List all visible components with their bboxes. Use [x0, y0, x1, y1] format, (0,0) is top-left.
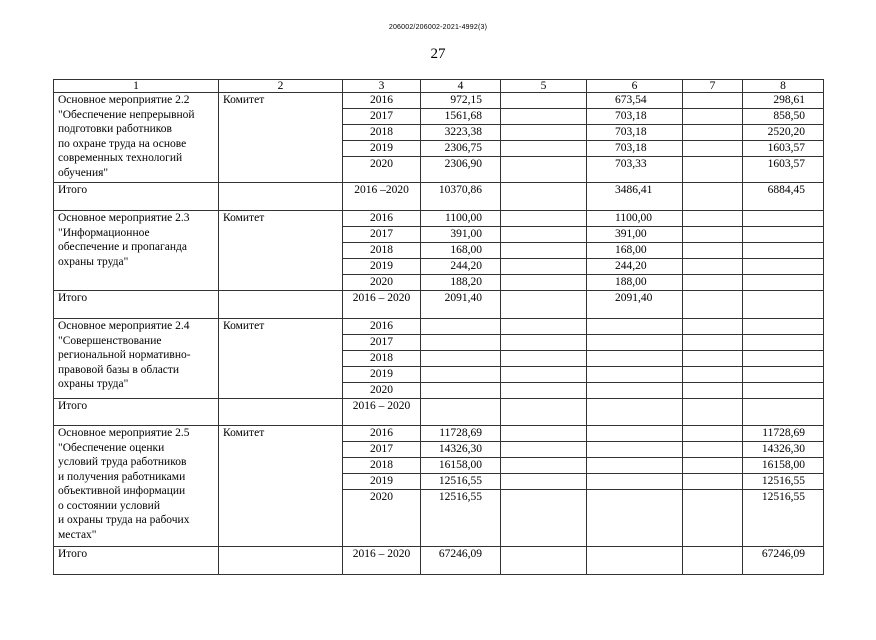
amount-cell — [587, 351, 683, 367]
amount-cell — [501, 259, 587, 275]
total-amount-cell — [743, 291, 824, 319]
amount-cell — [743, 259, 824, 275]
amount-cell — [501, 227, 587, 243]
activity-name-line: Основное мероприятие 2.5 — [58, 427, 190, 439]
activity-name-line: условий труда работников — [58, 456, 187, 468]
activity-name-cell — [54, 211, 219, 291]
total-label-cell: Итого — [54, 291, 219, 319]
amount-cell — [501, 383, 587, 399]
column-header: 6 — [587, 80, 683, 93]
amount-cell: 1100,00 — [421, 211, 501, 227]
activity-name-cell — [54, 426, 219, 547]
amount-cell: 298,61 — [743, 93, 824, 109]
year-cell: 2018 — [343, 243, 421, 259]
activity-name-cell — [54, 93, 219, 183]
total-amount-cell: 2091,40 — [587, 291, 683, 319]
amount-cell: 2306,90 — [421, 157, 501, 183]
amount-cell: 703,33 — [587, 157, 683, 183]
amount-cell — [587, 426, 683, 442]
period-cell: 2016 – 2020 — [343, 291, 421, 319]
total-amount-cell — [501, 399, 587, 426]
year-cell: 2017 — [343, 335, 421, 351]
total-amount-cell — [587, 399, 683, 426]
column-number-header-row — [54, 80, 824, 93]
total-label-cell: Итого — [54, 399, 219, 426]
total-amount-cell — [421, 399, 501, 426]
amount-cell — [683, 351, 743, 367]
activity-name-line: обеспечение и пропаганда — [58, 241, 187, 253]
amount-cell — [501, 367, 587, 383]
amount-cell — [743, 275, 824, 291]
amount-cell — [501, 141, 587, 157]
amount-cell — [501, 335, 587, 351]
activity-name-line: охраны труда" — [58, 378, 129, 390]
amount-cell: 1603,57 — [743, 157, 824, 183]
column-header: 7 — [683, 80, 743, 93]
year-cell: 2018 — [343, 125, 421, 141]
amount-cell: 2520,20 — [743, 125, 824, 141]
amount-cell — [501, 351, 587, 367]
amount-cell: 673,54 — [587, 93, 683, 109]
amount-cell: 2306,75 — [421, 141, 501, 157]
amount-cell: 391,00 — [587, 227, 683, 243]
activity-name-line: и получения работниками — [58, 470, 186, 483]
year-cell: 2016 — [343, 93, 421, 109]
amount-cell — [683, 367, 743, 383]
amount-cell: 244,20 — [421, 259, 501, 275]
amount-cell — [683, 157, 743, 183]
amount-cell: 703,18 — [587, 109, 683, 125]
amount-cell: 1561,68 — [421, 109, 501, 125]
year-cell: 2017 — [343, 227, 421, 243]
year-cell: 2016 — [343, 211, 421, 227]
amount-cell — [501, 458, 587, 474]
total-amount-cell — [587, 547, 683, 575]
amount-cell: 1603,57 — [743, 141, 824, 157]
amount-cell: 3223,38 — [421, 125, 501, 141]
year-cell: 2017 — [343, 109, 421, 125]
total-row — [54, 547, 824, 575]
page-number: 27 — [430, 46, 446, 62]
period-cell: 2016 – 2020 — [343, 547, 421, 575]
amount-cell — [683, 125, 743, 141]
amount-cell: 703,18 — [587, 141, 683, 157]
amount-cell — [743, 319, 824, 335]
total-amount-cell: 3486,41 — [587, 183, 683, 211]
column-header: 3 — [343, 80, 421, 93]
amount-cell — [587, 383, 683, 399]
amount-cell — [743, 227, 824, 243]
amount-cell — [421, 351, 501, 367]
empty-cell — [219, 399, 343, 426]
amount-cell — [501, 109, 587, 125]
table-row — [54, 426, 824, 442]
amount-cell — [683, 490, 743, 547]
year-cell: 2017 — [343, 442, 421, 458]
amount-cell — [683, 383, 743, 399]
total-row — [54, 291, 824, 319]
activity-name-line: региональной нормативно- — [58, 349, 191, 361]
activity-name-line: объективной информации — [58, 485, 186, 497]
amount-cell — [501, 125, 587, 141]
year-cell: 2016 — [343, 319, 421, 335]
amount-cell: 11728,69 — [421, 426, 501, 442]
amount-cell: 16158,00 — [743, 458, 824, 474]
period-cell: 2016 – 2020 — [343, 399, 421, 426]
column-header: 2 — [219, 80, 343, 93]
total-amount-cell: 10370,86 — [421, 183, 501, 211]
amount-cell — [501, 275, 587, 291]
amount-cell: 168,00 — [421, 243, 501, 259]
column-header: 4 — [421, 80, 501, 93]
amount-cell: 12516,55 — [421, 474, 501, 490]
activity-name-line: "Информационное — [58, 226, 150, 239]
amount-cell — [683, 141, 743, 157]
year-cell: 2018 — [343, 351, 421, 367]
total-amount-cell — [501, 291, 587, 319]
amount-cell — [501, 157, 587, 183]
amount-cell — [587, 474, 683, 490]
amount-cell: 14326,30 — [743, 442, 824, 458]
amount-cell — [587, 458, 683, 474]
document-id: 206002/206002-2021-4992(3) — [388, 24, 488, 31]
activity-name-line: правовой базы в области — [58, 363, 180, 376]
total-row — [54, 399, 824, 426]
amount-cell — [421, 367, 501, 383]
period-cell: 2016 –2020 — [343, 183, 421, 211]
amount-cell: 188,20 — [421, 275, 501, 291]
table-row — [54, 93, 824, 109]
year-cell: 2020 — [343, 490, 421, 547]
amount-cell — [421, 335, 501, 351]
activity-name-line: подготовки работников — [58, 123, 172, 135]
amount-cell — [683, 109, 743, 125]
amount-cell — [683, 319, 743, 335]
total-amount-cell — [683, 183, 743, 211]
total-row — [54, 183, 824, 211]
amount-cell: 12516,55 — [421, 490, 501, 547]
activity-name-line: современных технологий — [58, 152, 183, 164]
amount-cell — [743, 211, 824, 227]
amount-cell — [683, 211, 743, 227]
amount-cell — [501, 93, 587, 109]
amount-cell: 11728,69 — [743, 426, 824, 442]
total-label-cell: Итого — [54, 183, 219, 211]
year-cell: 2019 — [343, 367, 421, 383]
amount-cell — [683, 243, 743, 259]
amount-cell — [683, 227, 743, 243]
total-amount-cell: 67246,09 — [743, 547, 824, 575]
amount-cell — [421, 383, 501, 399]
amount-cell — [743, 243, 824, 259]
total-amount-cell: 67246,09 — [421, 547, 501, 575]
amount-cell: 244,20 — [587, 259, 683, 275]
amount-cell — [501, 319, 587, 335]
amount-cell: 391,00 — [421, 227, 501, 243]
activity-name-line: обучения" — [58, 166, 109, 179]
amount-cell — [683, 259, 743, 275]
executor-cell: Комитет — [219, 93, 343, 183]
executor-cell: Комитет — [219, 211, 343, 291]
activity-name-line: по охране труда на основе — [58, 137, 187, 150]
amount-cell — [501, 426, 587, 442]
amount-cell — [683, 442, 743, 458]
amount-cell — [587, 490, 683, 547]
activity-name-line: "Обеспечение оценки — [58, 441, 165, 454]
amount-cell: 12516,55 — [743, 474, 824, 490]
amount-cell: 972,15 — [421, 93, 501, 109]
year-cell: 2020 — [343, 275, 421, 291]
amount-cell — [743, 367, 824, 383]
year-cell: 2020 — [343, 383, 421, 399]
amount-cell — [587, 367, 683, 383]
activity-name-line: Основное мероприятие 2.4 — [58, 320, 190, 332]
activity-name-line: "Совершенствование — [58, 334, 162, 347]
year-cell: 2020 — [343, 157, 421, 183]
column-header: 5 — [501, 80, 587, 93]
activity-name-line: Основное мероприятие 2.3 — [58, 212, 190, 224]
year-cell: 2019 — [343, 141, 421, 157]
amount-cell — [683, 335, 743, 351]
total-label-cell: Итого — [54, 547, 219, 575]
empty-cell — [219, 547, 343, 575]
amount-cell: 703,18 — [587, 125, 683, 141]
amount-cell: 168,00 — [587, 243, 683, 259]
activity-name-line: "Обеспечение непрерывной — [58, 108, 195, 121]
total-amount-cell — [683, 291, 743, 319]
year-cell: 2019 — [343, 259, 421, 275]
total-amount-cell — [501, 547, 587, 575]
activity-name-line: местах" — [58, 528, 97, 541]
amount-cell — [683, 426, 743, 442]
year-cell: 2016 — [343, 426, 421, 442]
activity-name-line: и охраны труда на рабочих — [58, 514, 190, 526]
total-amount-cell — [683, 399, 743, 426]
amount-cell — [683, 275, 743, 291]
column-header: 1 — [54, 80, 219, 93]
amount-cell — [683, 458, 743, 474]
amount-cell: 16158,00 — [421, 458, 501, 474]
amount-cell — [501, 474, 587, 490]
year-cell: 2018 — [343, 458, 421, 474]
amount-cell — [501, 442, 587, 458]
amount-cell: 188,00 — [587, 275, 683, 291]
activity-name-line: охраны труда" — [58, 255, 129, 268]
activity-name-line: о состоянии условий — [58, 499, 160, 512]
amount-cell — [587, 319, 683, 335]
executor-cell: Комитет — [219, 319, 343, 399]
budget-table — [53, 79, 824, 575]
total-amount-cell — [743, 399, 824, 426]
table-row — [54, 211, 824, 227]
amount-cell — [743, 383, 824, 399]
empty-cell — [219, 183, 343, 211]
column-header: 8 — [743, 80, 824, 93]
executor-cell: Комитет — [219, 426, 343, 547]
amount-cell — [683, 474, 743, 490]
table-row — [54, 319, 824, 335]
amount-cell — [683, 93, 743, 109]
activity-name-line: Основное мероприятие 2.2 — [58, 94, 190, 106]
amount-cell: 12516,55 — [743, 490, 824, 547]
amount-cell: 858,50 — [743, 109, 824, 125]
amount-cell: 1100,00 — [587, 211, 683, 227]
total-amount-cell: 2091,40 — [421, 291, 501, 319]
total-amount-cell: 6884,45 — [743, 183, 824, 211]
total-amount-cell — [683, 547, 743, 575]
amount-cell — [743, 351, 824, 367]
amount-cell — [587, 442, 683, 458]
amount-cell — [587, 335, 683, 351]
amount-cell — [501, 211, 587, 227]
amount-cell — [743, 335, 824, 351]
amount-cell — [501, 243, 587, 259]
activity-name-cell — [54, 319, 219, 399]
empty-cell — [219, 291, 343, 319]
amount-cell: 14326,30 — [421, 442, 501, 458]
total-amount-cell — [501, 183, 587, 211]
year-cell: 2019 — [343, 474, 421, 490]
amount-cell — [501, 490, 587, 547]
amount-cell — [421, 319, 501, 335]
